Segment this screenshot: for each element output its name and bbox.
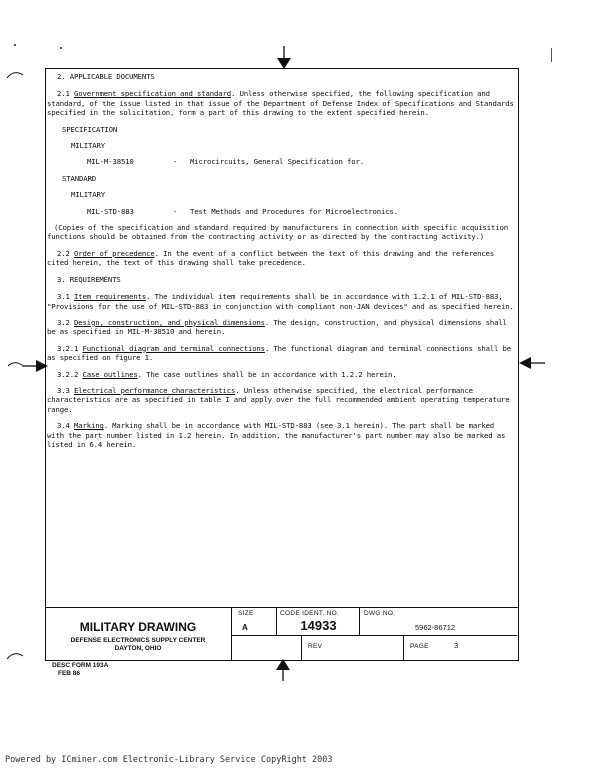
copyright-footer: Powered by ICminer.com Electronic-Library Service CopyRight 2003 xyxy=(5,755,333,765)
paragraph-text: . Marking shall be in accordance with MIL-STD-883 (see 3.1 herein). The part shall be marked with the part number listed in 1.2 herein. In addition, the manufacturer's part number may also be marked as listed in 6.4 herein. xyxy=(47,421,506,449)
page-label: PAGE xyxy=(410,643,429,650)
paragraph-text: . The design, construction, and physical dimensions shall be as specified in MIL-M-38510 and herein. xyxy=(47,317,507,337)
paragraph-title: Functional diagram and terminal connections xyxy=(82,343,265,353)
paragraph-text: . Unless otherwise specified, the electrical performance characteristics are as specified in table I and apply over the full recommended ambient operating temperature range. xyxy=(47,385,510,414)
paragraph-title: Item requirements xyxy=(73,292,147,302)
spec-number: MIL-M-38510 xyxy=(87,157,134,167)
form-identifier xyxy=(52,662,108,678)
paragraph-3-2-1 xyxy=(47,344,515,363)
dwg-no-cell xyxy=(359,608,517,636)
section-heading: 3. REQUIREMENTS xyxy=(57,274,121,284)
title-block xyxy=(45,607,519,661)
paragraph-title: Order of precedence xyxy=(73,248,155,258)
left-arrow-mark xyxy=(8,359,48,373)
rev-label: REV xyxy=(308,643,323,650)
rev-cell xyxy=(301,636,403,660)
paragraph-number: 2.2 xyxy=(57,248,74,258)
document-body xyxy=(47,72,515,456)
section-heading: 2. APPLICABLE DOCUMENTS xyxy=(57,72,155,81)
form-date: FEB 86 xyxy=(58,670,81,677)
dwg-no-label: DWG NO. xyxy=(364,610,396,617)
military-label: MILITARY xyxy=(71,190,105,200)
spec-dash: - xyxy=(173,157,178,167)
top-arrow-mark xyxy=(276,46,292,70)
bottom-arrow-mark xyxy=(275,659,291,681)
size-value: A xyxy=(242,623,248,632)
std-entry xyxy=(47,207,515,216)
paragraph-2-2 xyxy=(47,249,515,268)
military-label: MILITARY xyxy=(71,141,105,151)
paragraph-number: 3.2.1 xyxy=(57,343,83,353)
std-title: Test Methods and Procedures for Microelectronics. xyxy=(190,206,398,216)
spec-title: Microcircuits, General Specification for. xyxy=(190,157,364,167)
paragraph-text: . In the event of a conflict between the text of this drawing and the references cited herein, the text of this drawing shall take precedence. xyxy=(47,248,495,268)
paragraph-text: . The case outlines shall be in accordance with 1.2.2 herein. xyxy=(137,369,397,379)
paragraph-number: 3.3 xyxy=(57,385,74,395)
code-ident-value: 14933 xyxy=(300,618,337,633)
organization-city: DAYTON, OHIO xyxy=(114,645,162,652)
paragraph-text: . The functional diagram and terminal connections shall be as specified on figure 1. xyxy=(47,343,512,363)
scan-dot xyxy=(60,47,62,49)
drawing-title: MILITARY DRAWING xyxy=(79,620,197,634)
paragraph-title: Design, construction, and physical dimensions xyxy=(73,317,265,327)
scan-dot xyxy=(14,44,16,46)
std-dash: - xyxy=(173,206,178,216)
paragraph-number: 3.2 xyxy=(57,317,74,327)
code-ident-label: CODE IDENT. NO. xyxy=(280,610,340,617)
size-cell xyxy=(231,608,276,636)
page-value: 3 xyxy=(454,641,459,650)
specification-label: SPECIFICATION xyxy=(62,124,118,134)
paragraph-title: Case outlines xyxy=(82,369,138,379)
form-id: DESC FORM 193A xyxy=(52,662,109,669)
std-number: MIL-STD-883 xyxy=(87,206,134,216)
paragraph-title: Marking xyxy=(73,421,104,431)
copies-note: (Copies of the specification and standard required by manufacturers in connection with specific acquisition functions should be obtained from the contracting activity or as directed by the contracting activity.) xyxy=(47,223,509,242)
paragraph-2-1 xyxy=(47,89,515,117)
paragraph-title: Government specification and standard xyxy=(73,89,231,99)
size-label: SIZE xyxy=(238,610,254,617)
blank-cell xyxy=(231,636,301,660)
title-block-left xyxy=(45,608,231,660)
paragraph-number: 3.2.2 xyxy=(57,369,83,379)
paragraph-3-3 xyxy=(47,386,515,414)
dwg-no-value: 5962-86712 xyxy=(415,623,456,632)
edge-tick xyxy=(551,48,552,62)
paragraph-3-2-2 xyxy=(47,370,515,379)
paragraph-number: 2.1 xyxy=(57,89,74,99)
left-curve-mark-bottom xyxy=(6,651,24,661)
paragraph-title: Electrical performance characteristics xyxy=(73,385,236,395)
paragraph-text: . Unless otherwise specified, the following specification and standard, of the issue listed in that issue of the Department of Defense Index of Specifications and Standards specified in the solicitation, form a part of this drawing to the extent specified herein. xyxy=(47,89,514,118)
code-ident-cell xyxy=(276,608,359,636)
paragraph-3-2 xyxy=(47,318,515,337)
paragraph-3-4 xyxy=(47,421,515,449)
paragraph-number: 3.4 xyxy=(57,421,74,431)
right-arrow-mark xyxy=(519,356,545,370)
paragraph-3-1 xyxy=(47,292,515,311)
standard-label: STANDARD xyxy=(62,173,96,183)
left-curve-mark-top xyxy=(6,70,24,80)
organization-name: DEFENSE ELECTRONICS SUPPLY CENTER xyxy=(70,637,206,644)
paragraph-text: . The individual item requirements shall be in accordance with 1.2.1 of MIL-STD-883, "Provisions for the use of MIL-STD-883 in conjunction with compliant non-JAN devices" and as specified herein. xyxy=(47,292,514,311)
spec-entry xyxy=(47,157,515,166)
page-cell xyxy=(403,636,517,660)
paragraph-number: 3.1 xyxy=(57,292,74,302)
